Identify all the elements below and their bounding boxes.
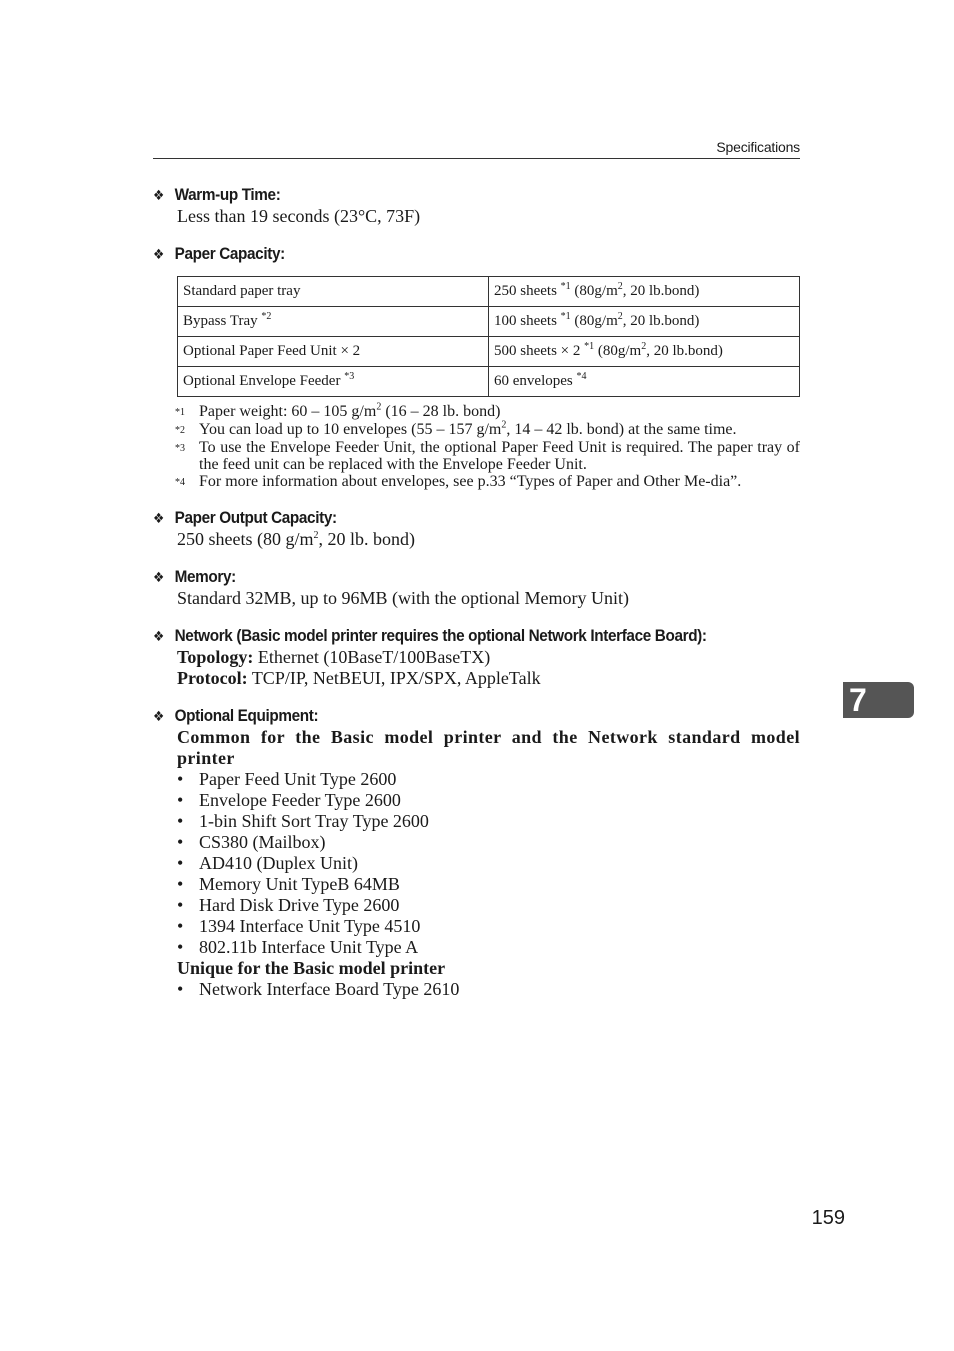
list-item: • Paper Feed Unit Type 2600 xyxy=(177,769,397,789)
section-heading: ❖ Optional Equipment: xyxy=(153,706,319,725)
chapter-tab: 7 xyxy=(843,682,914,718)
diamond-icon: ❖ xyxy=(153,627,164,644)
bullet-icon: • xyxy=(177,832,184,852)
bullet-icon: • xyxy=(177,895,184,915)
table-cell-item: Optional Envelope Feeder $^{*3}$ xyxy=(178,367,489,397)
table-cell-item: Bypass Tray $^{*2}$ xyxy=(178,307,489,337)
diamond-icon: ❖ xyxy=(153,707,164,724)
table-cell-item: Optional Paper Feed Unit × 2 xyxy=(178,337,489,367)
section-heading: ❖ Network (Basic model printer requires the optional Network Interface Board): xyxy=(153,626,707,645)
common-label: Common for the Basic model printer and the Network standard model printer xyxy=(177,727,800,768)
footnote-mark: *3 xyxy=(175,443,185,454)
table-cell-value: 250 sheets $^{*1}$ ($80g/m^2$, 20 lb.bond) xyxy=(489,277,800,307)
memory-value: Standard 32MB, up to 96MB (with the optional Memory Unit) xyxy=(177,588,629,608)
list-item: • Network Interface Board Type 2610 xyxy=(177,979,460,999)
list-item: • Envelope Feeder Type 2600 xyxy=(177,790,401,810)
page-content xyxy=(153,184,800,1016)
section-heading: ❖ Paper Output Capacity: xyxy=(153,508,337,527)
paper-capacity-table xyxy=(177,276,800,397)
list-item: • AD410 (Duplex Unit) xyxy=(177,853,358,873)
bullet-icon: • xyxy=(177,853,184,873)
section-heading: ❖ Warm-up Time: xyxy=(153,185,281,204)
bullet-icon: • xyxy=(177,937,184,957)
header-rule xyxy=(153,158,800,159)
footnote: *2 You can load up to 10 envelopes (55 – 157 $g/m^2$, 14 – 42 lb. bond) at the same time. xyxy=(175,419,737,438)
diamond-icon: ❖ xyxy=(153,245,164,262)
table-cell-value: 60 envelopes $^{*4}$ xyxy=(489,367,800,397)
common-items-list xyxy=(177,769,800,958)
output-capacity-value: 250 sheets (80 $g/m^2$, 20 lb. bond) xyxy=(177,529,415,549)
protocol-line: Protocol: TCP/IP, NetBEUI, IPX/SPX, AppleTalk xyxy=(177,668,541,688)
bullet-icon: • xyxy=(177,916,184,936)
section-paper-capacity xyxy=(153,243,800,491)
unique-label: Unique for the Basic model printer xyxy=(177,958,446,978)
warmup-value: Less than 19 seconds (23°C, 73F) xyxy=(177,206,421,226)
footnote-mark: *4 xyxy=(175,477,185,488)
footnotes xyxy=(175,403,800,491)
diamond-icon: ❖ xyxy=(153,186,164,203)
bullet-icon: • xyxy=(177,790,184,810)
section-warmup xyxy=(153,184,800,227)
table-row xyxy=(178,277,800,307)
footnote: *3 To use the Envelope Feeder Unit, the optional Paper Feed Unit is required. The paper tray of the feed unit can be replaced with the Envelope Feeder Unit. xyxy=(175,439,800,473)
list-item: • CS380 (Mailbox) xyxy=(177,832,326,852)
section-memory xyxy=(153,566,800,609)
diamond-icon: ❖ xyxy=(153,509,164,526)
footnote: *4 For more information about envelopes, see p.33 “Types of Paper and Other Me-dia”. xyxy=(175,473,742,490)
bullet-icon: • xyxy=(177,769,184,789)
diamond-icon: ❖ xyxy=(153,568,164,585)
unique-items-list xyxy=(177,979,800,1000)
table-cell-value: 100 sheets $^{*1}$ ($80g/m^2$, 20 lb.bond) xyxy=(489,307,800,337)
section-output-capacity xyxy=(153,507,800,550)
list-item: • 1-bin Shift Sort Tray Type 2600 xyxy=(177,811,429,831)
bullet-icon: • xyxy=(177,874,184,894)
bullet-icon: • xyxy=(177,811,184,831)
table-row xyxy=(178,337,800,367)
bullet-icon: • xyxy=(177,979,184,999)
list-item: • Hard Disk Drive Type 2600 xyxy=(177,895,400,915)
topology-line: Topology: Ethernet (10BaseT/100BaseTX) xyxy=(177,647,491,667)
section-optional-equipment xyxy=(153,705,800,1000)
section-network xyxy=(153,625,800,689)
section-heading: ❖ Paper Capacity: xyxy=(153,244,285,263)
running-header: Specifications xyxy=(716,139,800,155)
footnote-mark: *2 xyxy=(175,425,185,436)
table-row xyxy=(178,367,800,397)
list-item: • 1394 Interface Unit Type 4510 xyxy=(177,916,421,936)
table-cell-item: Standard paper tray xyxy=(178,277,489,307)
page-number: 159 xyxy=(811,1207,845,1229)
list-item: • 802.11b Interface Unit Type A xyxy=(177,937,419,957)
table-cell-value: 500 sheets × 2 $^{*1}$ ($80g/m^2$, 20 lb.bond) xyxy=(489,337,800,367)
footnote-mark: *1 xyxy=(175,407,185,418)
footnote: *1 Paper weight: 60 – 105 $g/m^2$ (16 – 28 lb. bond) xyxy=(175,401,501,420)
list-item: • Memory Unit TypeB 64MB xyxy=(177,874,400,894)
section-heading: ❖ Memory: xyxy=(153,567,236,586)
table-row xyxy=(178,307,800,337)
